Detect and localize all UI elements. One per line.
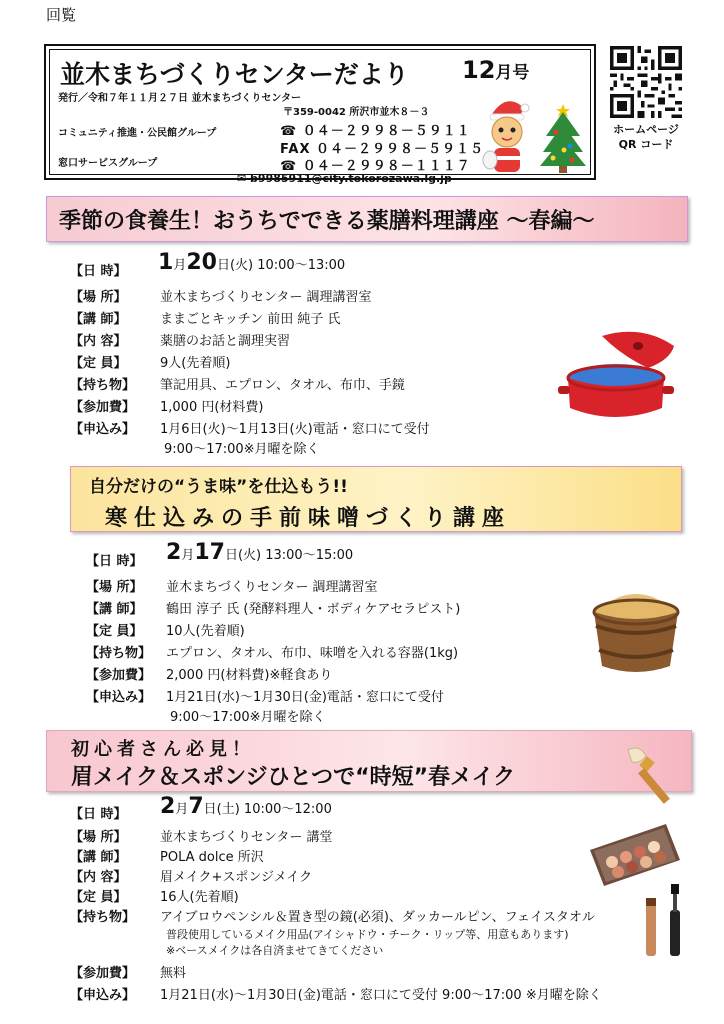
section3-date-day: 7 [188, 794, 204, 819]
qr-code[interactable] [610, 46, 682, 118]
issue-month [462, 56, 529, 84]
group-window: 窓口サービスグループ [58, 158, 158, 169]
section3-content-label: 【内 容】 [70, 870, 127, 885]
section1-instructor-label: 【講 師】 [70, 312, 127, 327]
section2-banner [70, 466, 682, 532]
section3-capacity: 16人(先着順) [160, 890, 239, 905]
section1-content-label: 【内 容】 [70, 334, 127, 349]
section1-content: 薬膳のお話と調理実習 [160, 334, 291, 349]
section2-title: 寒仕込みの手前味噌づくり講座 [105, 506, 512, 531]
mascara-pencil-illustration [640, 880, 692, 960]
qr-label [600, 122, 692, 152]
section2-fee-label: 【参加費】 [86, 668, 152, 683]
cooking-pot-illustration [552, 316, 682, 426]
section3-subtitle: 初心者さん必見！ [71, 739, 255, 760]
section2-date-month: 2 [166, 540, 182, 565]
makeup-brush-illustration [620, 742, 690, 812]
section3-date-month-unit: 月 [175, 802, 189, 817]
section1-date-rest: 日(火) 10:00～13:00 [216, 258, 346, 273]
section1-date-month: 1 [158, 250, 174, 275]
group-community: コミュニティ推進・公民館グループ [58, 128, 217, 139]
section3-fee-label: 【参加費】 [70, 966, 136, 981]
section2-venue-label: 【場 所】 [86, 580, 143, 595]
section3-venue: 並木まちづくりセンター 講堂 [160, 830, 333, 845]
section2-subtitle: 自分だけの“うま味”を仕込もう!! [89, 477, 348, 497]
section2-apply: 1月21日(水)～1月30日(金)電話・窓口にて受付 [166, 690, 444, 705]
section3-date-rest: 日(土) 10:00～12:00 [203, 802, 332, 817]
section1-apply: 1月6日(火)～1月13日(火)電話・窓口にて受付 [160, 422, 430, 437]
section2-instructor-label: 【講 師】 [86, 602, 143, 617]
issue-month-suffix: 月号 [495, 63, 530, 83]
section2-date-rest: 日(火) 13:00～15:00 [224, 548, 354, 563]
section1-date [158, 250, 345, 275]
miso-barrel-illustration [584, 582, 688, 678]
section1-fee: 1,000 円(材料費) [160, 400, 264, 415]
section2-venue: 並木まちづくりセンター 調理講習室 [166, 580, 378, 595]
section1-banner [46, 196, 688, 242]
section3-instructor-label: 【講 師】 [70, 850, 127, 865]
section3-date-month: 2 [160, 794, 176, 819]
section1-capacity-label: 【定 員】 [70, 356, 127, 371]
section1-date-label: 【日 時】 [70, 264, 127, 279]
section3-banner [46, 730, 692, 792]
section2-items: エプロン、タオル、布巾、味噌を入れる容器(1kg) [166, 646, 459, 661]
section3-items: アイブロウペンシル＆置き型の鏡(必須)、ダッカールピン、フェイスタオル [160, 910, 595, 925]
section3-date [160, 794, 332, 819]
section2-capacity-label: 【定 員】 [86, 624, 143, 639]
section3-apply-label: 【申込み】 [70, 988, 136, 1003]
section1-date-month-unit: 月 [173, 258, 187, 273]
email-address: ✉ b9985911@city.tokorozawa.lg.jp [237, 172, 452, 185]
section3-apply: 1月21日(水)～1月30日(金)電話・窓口にて受付 9:00～17:00 ※月曜を除く [160, 988, 602, 1003]
christmas-tree-illustration [538, 100, 588, 174]
mascot-santa-illustration [480, 96, 534, 176]
section1-venue-label: 【場 所】 [70, 290, 127, 305]
section1-items-label: 【持ち物】 [70, 378, 136, 393]
address: 〒359-0042 所沢市並木８－３ [283, 107, 430, 118]
section3-capacity-label: 【定 員】 [70, 890, 127, 905]
section3-items-note2: ※ベースメイクは各自済ませてきてください [166, 944, 384, 957]
section3-title: 眉メイク＆スポンジひとつで“時短”春メイク [71, 765, 516, 790]
phone-window: ☎ ０４－２９９８－１１１７ [280, 159, 471, 174]
section3-instructor: POLA dolce 所沢 [160, 850, 264, 865]
section3-date-label: 【日 時】 [70, 807, 127, 822]
section1-title: 季節の食養生！おうちでできる薬膳料理講座 ～春編～ [59, 209, 595, 234]
section1-items: 筆記用具、エプロン、タオル、布巾、手鏡 [160, 378, 405, 393]
section2-apply-label: 【申込み】 [86, 690, 152, 705]
qr-label-line2: QR コード [618, 138, 674, 151]
section2-items-label: 【持ち物】 [86, 646, 152, 661]
circulation-label: 回覧 [46, 6, 77, 24]
section3-fee: 無料 [160, 966, 187, 981]
newsletter-title: 並木まちづくりセンターだより [60, 60, 409, 89]
issue-month-number: 12 [462, 56, 496, 84]
section3-items-label: 【持ち物】 [70, 910, 136, 925]
phone-community: ☎ ０４－２９９８－５９１１ [280, 124, 471, 139]
section3-venue-label: 【場 所】 [70, 830, 127, 845]
newsletter-header [44, 44, 596, 185]
section2-instructor: 鶴田 淳子 氏 (発酵料理人・ボディケアセラピスト) [166, 602, 461, 617]
section2-fee: 2,000 円(材料費)※軽食あり [166, 668, 333, 683]
section1-instructor: ままごとキッチン 前田 純子 氏 [160, 312, 341, 327]
section1-apply-hours: 9:00～17:00※月曜を除く [164, 442, 320, 457]
issue-line: 発行／令和７年１１月２７日 並木まちづくりセンター [58, 93, 301, 104]
section2-date [166, 540, 353, 565]
section1-fee-label: 【参加費】 [70, 400, 136, 415]
section1-apply-label: 【申込み】 [70, 422, 136, 437]
section2-apply-hours: 9:00～17:00※月曜を除く [170, 710, 326, 725]
section1-capacity: 9人(先着順) [160, 356, 231, 371]
section2-date-day: 17 [194, 540, 225, 565]
section1-date-day: 20 [186, 250, 217, 275]
section3-items-note1: 普段使用しているメイク用品(アイシャドウ・チーク・リップ等、用意もあります) [166, 928, 569, 941]
fax-number: FAX ０４－２９９８－５９１５ [280, 142, 484, 157]
qr-label-line1: ホームページ [613, 123, 679, 136]
section2-date-month-unit: 月 [181, 548, 195, 563]
section2-capacity: 10人(先着順) [166, 624, 245, 639]
section3-content: 眉メイク+スポンジメイク [160, 870, 313, 885]
section2-date-label: 【日 時】 [86, 554, 143, 569]
section1-venue: 並木まちづくりセンター 調理講習室 [160, 290, 372, 305]
